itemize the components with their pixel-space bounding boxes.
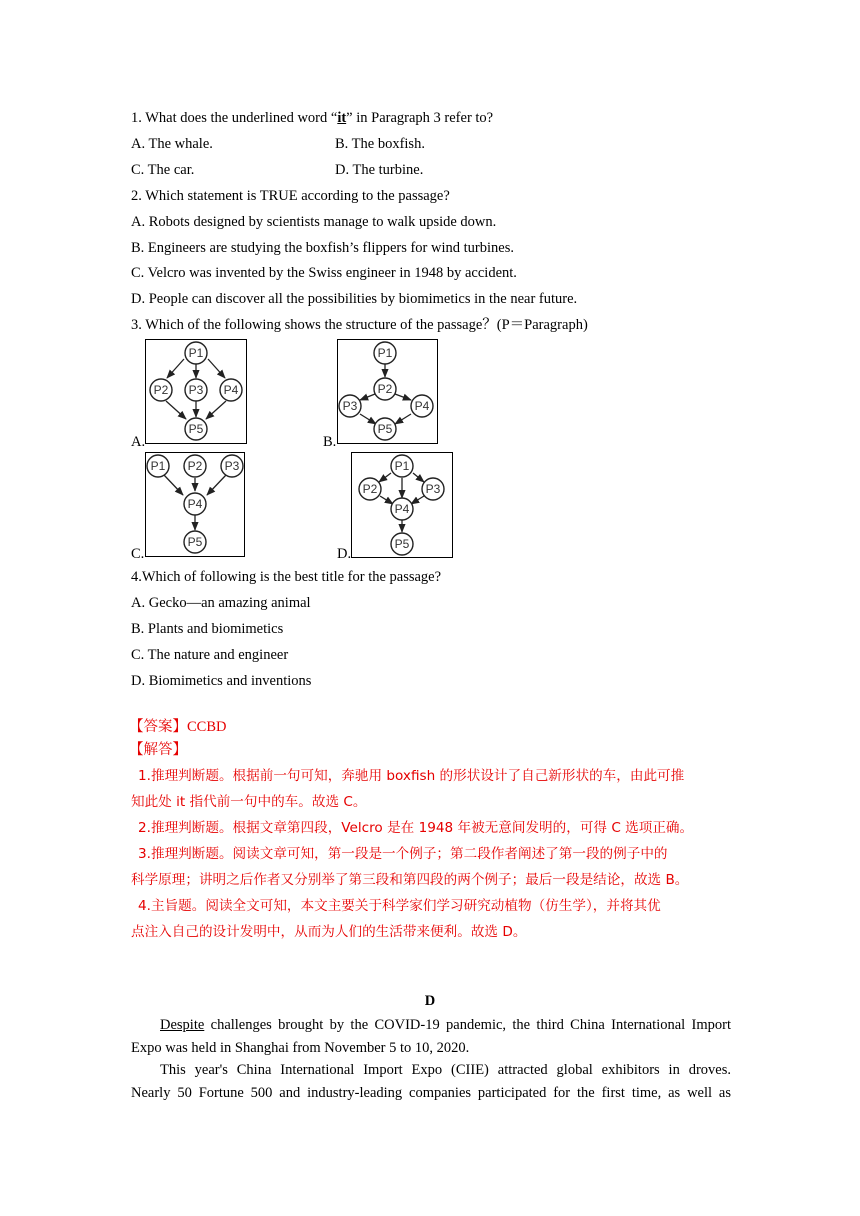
- option-row: [131, 135, 425, 153]
- question-1-tail: ” in Paragraph 3 refer to?: [346, 110, 494, 126]
- option-a: A. The whale.: [131, 136, 213, 152]
- option-c: C. Velcro was invented by the Swiss engineer in 1948 by accident.: [131, 265, 517, 281]
- diagram-d-label: D.: [337, 546, 352, 562]
- option-row: [131, 161, 424, 179]
- node-p4: P4: [187, 497, 203, 511]
- paragraph-2: [131, 1059, 731, 1104]
- option-d: D. Biomimetics and inventions: [131, 673, 312, 689]
- explanation-3-line-1: 3.推理判断题。阅读文章可知，第一段是一个例子；第二段作者阐述了第一段的例子中的: [138, 846, 668, 862]
- option-a: A. Robots designed by scientists manage to walk upside down.: [131, 214, 497, 230]
- paragraph-1-line-2: Expo was held in Shanghai from November 5 to 10, 2020.: [131, 1039, 470, 1056]
- structure-diagram-a[interactable]: [145, 339, 247, 444]
- section-heading: D: [424, 993, 436, 1009]
- diagram-b-label: B.: [323, 434, 337, 450]
- option-a: A. Gecko—an amazing animal: [131, 595, 311, 611]
- question-2: 2. Which statement is TRUE according to the passage?: [131, 188, 450, 204]
- paragraph-2-line-2: Nearly 50 Fortune 500 and industry-leading companies participated for the first time, as well as: [131, 1084, 731, 1101]
- option-c: C. The nature and engineer: [131, 647, 289, 663]
- answer-label: 【答案】: [129, 719, 187, 735]
- option-b: B. The boxfish.: [335, 136, 425, 152]
- paragraph-1-line-1: challenges brought by the COVID-19 pandemic, the third China International Import: [204, 1017, 731, 1033]
- node-p5: P5: [394, 537, 410, 551]
- question-3: 3. Which of the following shows the structure of the passage？(P＝Paragraph): [131, 317, 588, 333]
- explanation-label: 【解答】: [129, 742, 187, 758]
- explanation-2-line-1: 2.推理判断题。根据文章第四段，Velcro 是在 1948 年被无意间发明的，可得 C 选项正确。: [138, 820, 694, 836]
- node-p4: P4: [414, 399, 430, 413]
- node-p1: P1: [394, 459, 410, 473]
- node-p4: P4: [394, 502, 410, 516]
- explanation-1-line-2: 知此处 it 指代前一句中的车。故选 C。: [131, 794, 367, 810]
- node-p1: P1: [150, 459, 166, 473]
- node-p2: P2: [377, 382, 393, 396]
- node-p5: P5: [188, 422, 204, 436]
- underlined-word: it: [337, 110, 347, 126]
- option-b: B. Plants and biomimetics: [131, 621, 284, 637]
- node-p3: P3: [188, 383, 204, 397]
- structure-diagram-d[interactable]: [351, 452, 453, 558]
- explanation-4-line-1: 4.主旨题。阅读全文可知，本文主要关于科学家们学习研究动植物（仿生学），并将其优: [138, 898, 661, 914]
- option-d: D. People can discover all the possibilities by biomimetics in the near future.: [131, 291, 578, 307]
- answer-line: [129, 718, 227, 736]
- structure-diagram-c[interactable]: [145, 452, 245, 557]
- node-p3: P3: [224, 459, 240, 473]
- question-1: [131, 109, 493, 127]
- node-p2: P2: [153, 383, 169, 397]
- explanation-4-line-2: 点注入自己的设计发明中，从而为人们的生活带来便利。故选 D。: [131, 924, 527, 940]
- option-c: C. The car.: [131, 162, 195, 178]
- question-1-text: 1. What does the underlined word “: [131, 110, 338, 126]
- node-p1: P1: [377, 346, 393, 360]
- node-p5: P5: [377, 422, 393, 436]
- node-p4: P4: [223, 383, 239, 397]
- node-p2: P2: [187, 459, 203, 473]
- paragraph-1: [131, 1014, 731, 1059]
- node-p1: P1: [188, 346, 204, 360]
- diagram-c-label: C.: [131, 546, 145, 562]
- explanation-3-line-2: 科学原理；讲明之后作者又分别举了第三段和第四段的两个例子；最后一段是结论，故选 B。: [131, 872, 689, 888]
- answer-value: CCBD: [187, 719, 227, 735]
- node-p3: P3: [342, 399, 358, 413]
- diagram-a-label: A.: [131, 434, 146, 450]
- option-d: D. The turbine.: [335, 162, 424, 178]
- explanation-1-line-1: 1.推理判断题。根据前一句可知，奔驰用 boxfish 的形状设计了自己新形状的车，由此可推: [138, 768, 685, 784]
- structure-diagram-b[interactable]: [337, 339, 438, 444]
- node-p3: P3: [425, 482, 441, 496]
- paragraph-2-line-1: This year's China International Import Expo (CIIE) attracted global exhibitors in droves.: [160, 1062, 731, 1078]
- node-p5: P5: [187, 535, 203, 549]
- node-p2: P2: [362, 482, 378, 496]
- question-4: 4.Which of following is the best title for the passage?: [131, 569, 442, 585]
- option-b: B. Engineers are studying the boxfish’s flippers for wind turbines.: [131, 240, 514, 256]
- underlined-despite: Despite: [160, 1017, 205, 1033]
